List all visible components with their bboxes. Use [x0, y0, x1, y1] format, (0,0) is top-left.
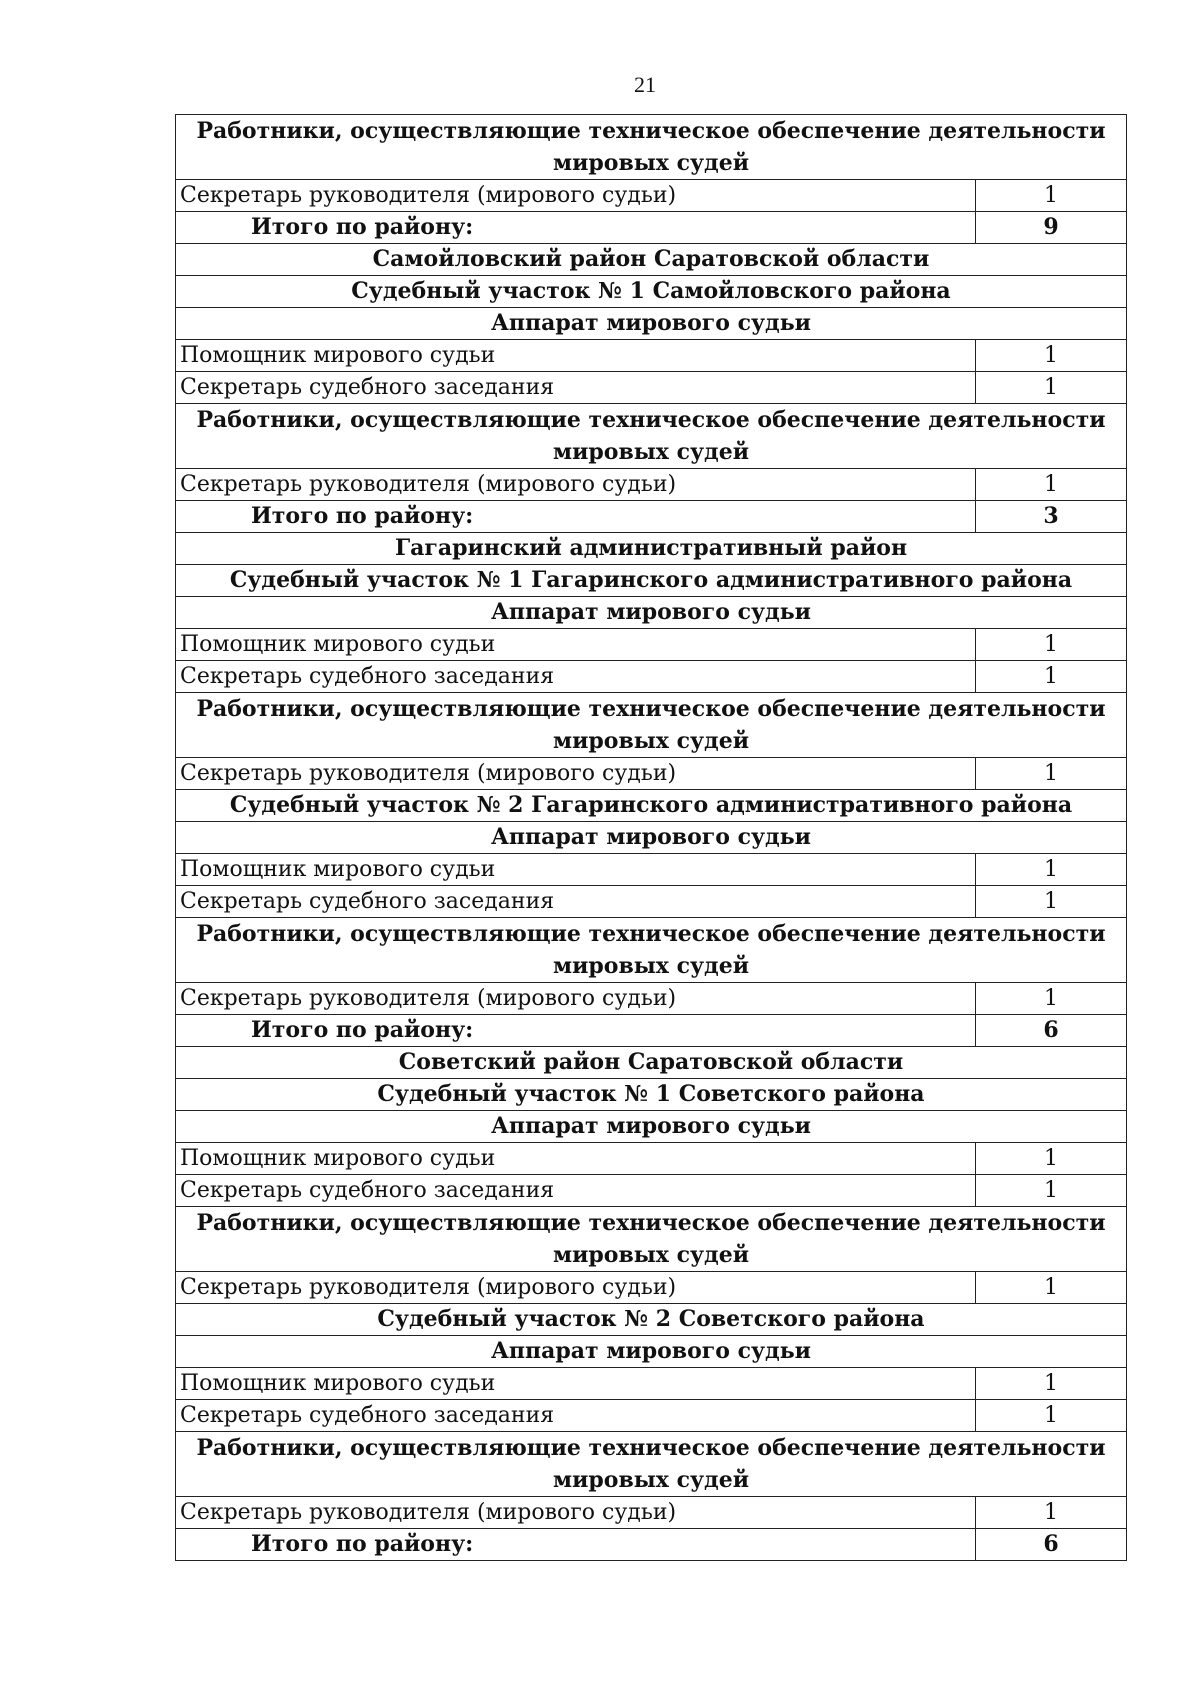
- position-row: [176, 983, 1127, 1015]
- section-heading-row: [176, 1336, 1127, 1368]
- position-count: 1: [976, 1368, 1127, 1400]
- total-label: Итого по району:: [176, 501, 976, 533]
- section-heading: Советский район Саратовской области: [176, 1047, 1127, 1079]
- position-name: Секретарь руководителя (мирового судьи): [176, 758, 976, 790]
- section-heading: Работники, осуществляющие техническое обеспечение деятельности мировых судей: [176, 404, 1127, 469]
- position-row: [176, 1400, 1127, 1432]
- position-name: Секретарь руководителя (мирового судьи): [176, 1497, 976, 1529]
- position-name: Секретарь руководителя (мирового судьи): [176, 983, 976, 1015]
- position-row: [176, 629, 1127, 661]
- position-row: [176, 854, 1127, 886]
- section-heading: Аппарат мирового судьи: [176, 597, 1127, 629]
- position-name: Помощник мирового судьи: [176, 854, 976, 886]
- position-name: Помощник мирового судьи: [176, 629, 976, 661]
- total-count: 3: [976, 501, 1127, 533]
- section-heading-row: [176, 1047, 1127, 1079]
- position-count: 1: [976, 340, 1127, 372]
- total-count: 9: [976, 212, 1127, 244]
- section-heading-row: [176, 404, 1127, 469]
- district-total-row: [176, 1529, 1127, 1561]
- position-name: Секретарь судебного заседания: [176, 1400, 976, 1432]
- section-heading: Аппарат мирового судьи: [176, 308, 1127, 340]
- position-row: [176, 1497, 1127, 1529]
- district-total-row: [176, 1015, 1127, 1047]
- section-heading-row: [176, 1304, 1127, 1336]
- section-heading: Судебный участок № 1 Советского района: [176, 1079, 1127, 1111]
- section-heading: Работники, осуществляющие техническое обеспечение деятельности мировых судей: [176, 1432, 1127, 1497]
- position-row: [176, 1143, 1127, 1175]
- position-row: [176, 180, 1127, 212]
- section-heading: Судебный участок № 2 Советского района: [176, 1304, 1127, 1336]
- position-name: Секретарь руководителя (мирового судьи): [176, 1272, 976, 1304]
- section-heading-row: [176, 918, 1127, 983]
- position-name: Помощник мирового судьи: [176, 340, 976, 372]
- position-name: Секретарь судебного заседания: [176, 886, 976, 918]
- position-name: Помощник мирового судьи: [176, 1143, 976, 1175]
- district-total-row: [176, 501, 1127, 533]
- position-name: Секретарь судебного заседания: [176, 1175, 976, 1207]
- position-name: Секретарь судебного заседания: [176, 372, 976, 404]
- section-heading: Самойловский район Саратовской области: [176, 244, 1127, 276]
- position-count: 1: [976, 886, 1127, 918]
- staffing-table-body: [176, 115, 1127, 1561]
- total-count: 6: [976, 1529, 1127, 1561]
- position-row: [176, 886, 1127, 918]
- position-count: 1: [976, 758, 1127, 790]
- section-heading: Аппарат мирового судьи: [176, 822, 1127, 854]
- position-row: [176, 1175, 1127, 1207]
- section-heading-row: [176, 1079, 1127, 1111]
- total-label: Итого по району:: [176, 212, 976, 244]
- position-count: 1: [976, 854, 1127, 886]
- position-name: Секретарь руководителя (мирового судьи): [176, 180, 976, 212]
- total-label: Итого по району:: [176, 1015, 976, 1047]
- section-heading-row: [176, 533, 1127, 565]
- section-heading-row: [176, 1432, 1127, 1497]
- section-heading-row: [176, 1111, 1127, 1143]
- section-heading: Гагаринский административный район: [176, 533, 1127, 565]
- section-heading-row: [176, 597, 1127, 629]
- section-heading-row: [176, 565, 1127, 597]
- position-count: 1: [976, 1272, 1127, 1304]
- position-count: 1: [976, 1143, 1127, 1175]
- section-heading: Работники, осуществляющие техническое обеспечение деятельности мировых судей: [176, 1207, 1127, 1272]
- section-heading: Работники, осуществляющие техническое обеспечение деятельности мировых судей: [176, 918, 1127, 983]
- section-heading: Работники, осуществляющие техническое обеспечение деятельности мировых судей: [176, 115, 1127, 180]
- position-count: 1: [976, 1497, 1127, 1529]
- position-count: 1: [976, 1175, 1127, 1207]
- section-heading-row: [176, 1207, 1127, 1272]
- section-heading: Аппарат мирового судьи: [176, 1111, 1127, 1143]
- position-row: [176, 469, 1127, 501]
- section-heading-row: [176, 790, 1127, 822]
- section-heading: Судебный участок № 1 Самойловского района: [176, 276, 1127, 308]
- section-heading-row: [176, 115, 1127, 180]
- position-row: [176, 758, 1127, 790]
- position-row: [176, 340, 1127, 372]
- position-row: [176, 372, 1127, 404]
- section-heading: Судебный участок № 1 Гагаринского административного района: [176, 565, 1127, 597]
- position-count: 1: [976, 983, 1127, 1015]
- section-heading: Аппарат мирового судьи: [176, 1336, 1127, 1368]
- position-row: [176, 1272, 1127, 1304]
- position-count: 1: [976, 469, 1127, 501]
- position-count: 1: [976, 661, 1127, 693]
- staffing-table: [175, 114, 1127, 1561]
- page-number: 21: [634, 72, 656, 97]
- section-heading-row: [176, 822, 1127, 854]
- position-row: [176, 1368, 1127, 1400]
- position-name: Секретарь судебного заседания: [176, 661, 976, 693]
- section-heading-row: [176, 276, 1127, 308]
- position-count: 1: [976, 629, 1127, 661]
- section-heading-row: [176, 308, 1127, 340]
- position-count: 1: [976, 180, 1127, 212]
- position-count: 1: [976, 372, 1127, 404]
- section-heading-row: [176, 244, 1127, 276]
- total-label: Итого по району:: [176, 1529, 976, 1561]
- total-count: 6: [976, 1015, 1127, 1047]
- section-heading-row: [176, 693, 1127, 758]
- position-name: Секретарь руководителя (мирового судьи): [176, 469, 976, 501]
- section-heading: Судебный участок № 2 Гагаринского административного района: [176, 790, 1127, 822]
- district-total-row: [176, 212, 1127, 244]
- position-count: 1: [976, 1400, 1127, 1432]
- position-row: [176, 661, 1127, 693]
- position-name: Помощник мирового судьи: [176, 1368, 976, 1400]
- section-heading: Работники, осуществляющие техническое обеспечение деятельности мировых судей: [176, 693, 1127, 758]
